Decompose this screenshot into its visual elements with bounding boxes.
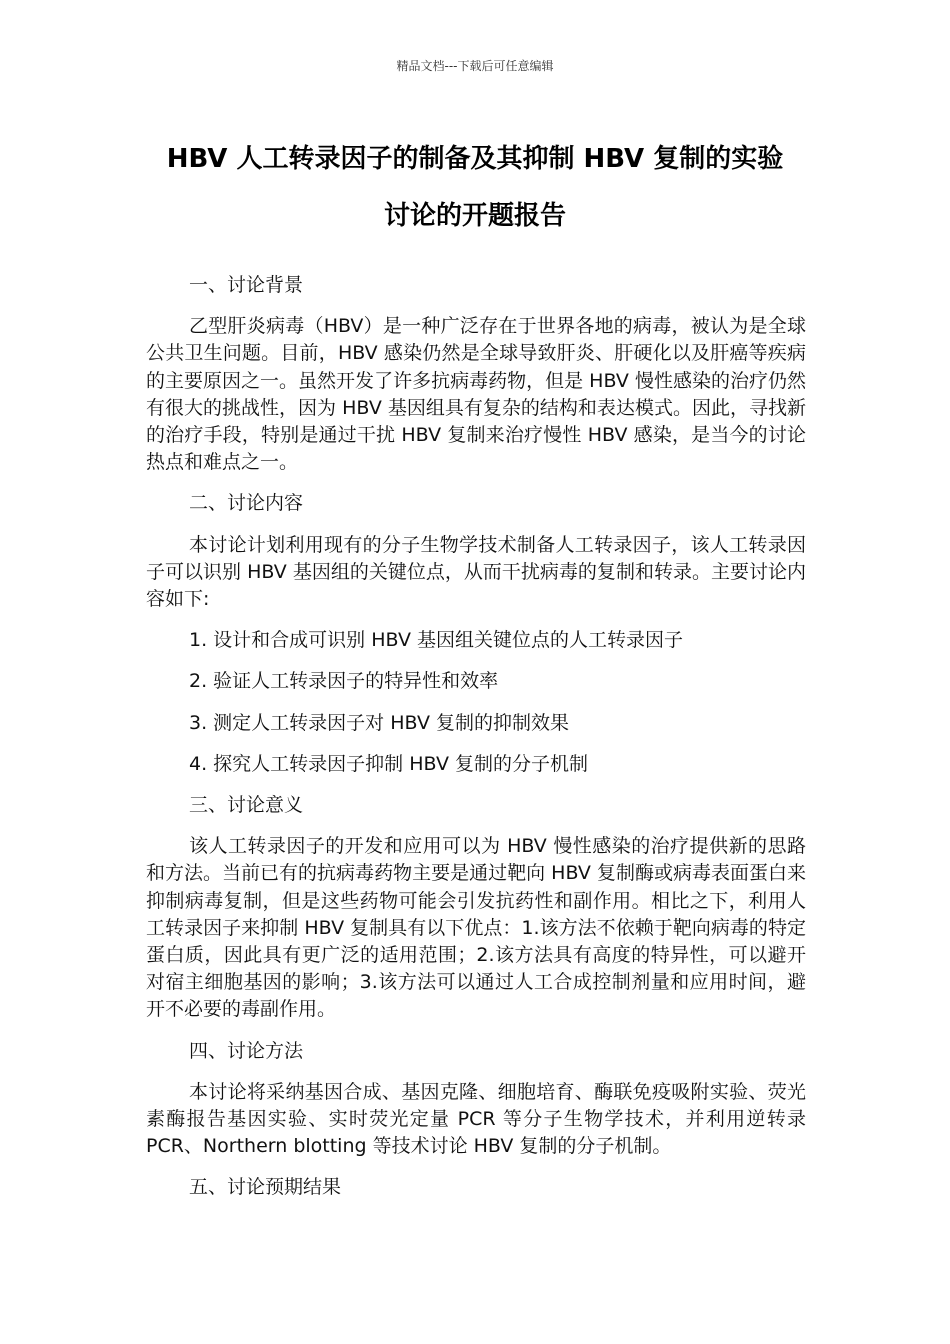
list-item: 3. 测定人工转录因子对 HBV 复制的抑制效果 <box>189 711 569 734</box>
paragraph-background: 乙型肝炎病毒（HBV）是一种广泛存在于世界各地的病毒，被认为是全球公共卫生问题。目前，HBV 感染仍然是全球导致肝炎、肝硬化以及肝癌等疾病的主要原因之一。虽然开发了许多抗病毒药物，但是 HBV 慢性感染的治疗仍然有很大的挑战性，因为 HBV 基因组具有复杂的结构和表达模式。因此，寻找新的治疗手段，特别是通过干扰 HBV 复制来治疗慢性 HBV 感染，是当今的讨论热点和难点之一。 <box>146 315 806 474</box>
document-body <box>146 272 806 1216</box>
section-heading-methods: 四、讨论方法 <box>189 1039 304 1062</box>
list-item: 1. 设计和合成可识别 HBV 基因组关键位点的人工转录因子 <box>189 629 683 652</box>
document-title-line-1: HBV 人工转录因子的制备及其抑制 HBV 复制的实验 <box>166 144 784 174</box>
section-heading-significance: 三、讨论意义 <box>189 794 304 817</box>
header-note: 精品文档---下载后可任意编辑 <box>396 59 554 73</box>
section-heading-background: 一、讨论背景 <box>189 274 304 296</box>
document-title-line-2: 讨论的开题报告 <box>383 201 566 231</box>
section-heading-content: 二、讨论内容 <box>189 492 304 515</box>
section-heading-expected: 五、讨论预期结果 <box>189 1176 342 1199</box>
paragraph-methods: 本讨论将采纳基因合成、基因克隆、细胞培育、酶联免疫吸附实验、荧光素酶报告基因实验、实时荧光定量 PCR 等分子生物学技术，并利用逆转录 PCR、Northern blotting 等技术讨论 HBV 复制的分子机制。 <box>146 1080 806 1158</box>
paragraph-content: 本讨论计划利用现有的分子生物学技术制备人工转录因子，该人工转录因子可以识别 HBV 基因组的关键位点，从而干扰病毒的复制和转录。主要讨论内容如下: <box>146 533 806 611</box>
list-item: 4. 探究人工转录因子抑制 HBV 复制的分子机制 <box>189 752 588 775</box>
list-item: 2. 验证人工转录因子的特异性和效率 <box>189 670 499 693</box>
paragraph-significance: 该人工转录因子的开发和应用可以为 HBV 慢性感染的治疗提供新的思路和方法。当前已有的抗病毒药物主要是通过靶向 HBV 复制酶或病毒表面蛋白来抑制病毒复制，但是这些药物可能会引发抗药性和副作用。相比之下，利用人工转录因子来抑制 HBV 复制具有以下优点：1.该方法不依赖于靶向病毒的特定蛋白质，因此具有更广泛的适用范围；2.该方法具有高度的特异性，可以避开对宿主细胞基因的影响；3.该方法可以通过人工合成控制剂量和应用时间，避开不必要的毒副作用。 <box>146 835 806 1021</box>
